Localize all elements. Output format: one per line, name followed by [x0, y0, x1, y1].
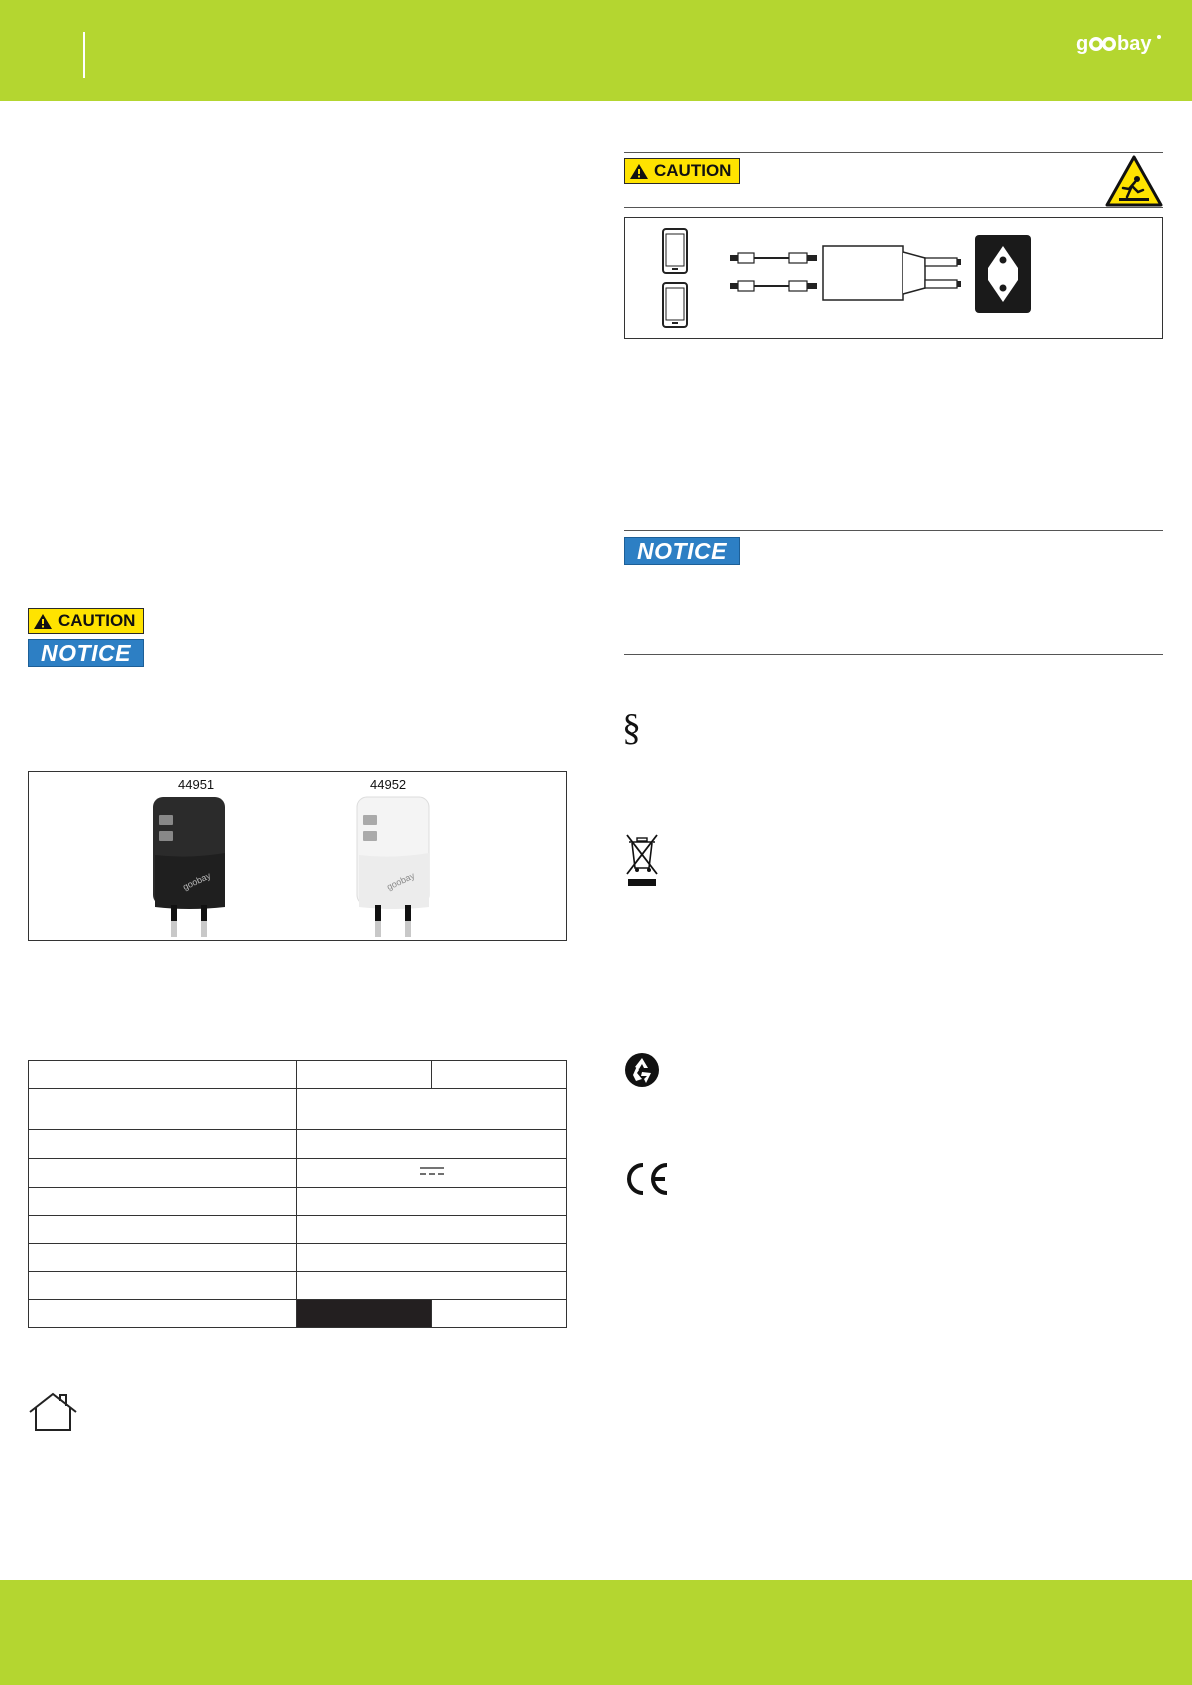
table-cell: [29, 1300, 297, 1328]
warning-triangle-icon: [33, 613, 53, 630]
table-cell: [29, 1061, 297, 1089]
product-number-44952: 44952: [370, 777, 407, 792]
svg-text:goobay: goobay: [385, 870, 417, 893]
usb-cable-icon: [729, 252, 819, 264]
goobay-logo: [1076, 30, 1162, 58]
charger-black-image: [141, 795, 251, 940]
svg-text:bay: bay: [1117, 33, 1152, 55]
table-cell: [297, 1216, 567, 1244]
table-cell: [29, 1159, 297, 1188]
trip-hazard-icon: [1105, 155, 1163, 207]
caution-label-right: [624, 158, 740, 184]
warning-triangle-icon: [629, 163, 649, 180]
table-cell: [297, 1188, 567, 1216]
caution-label: [28, 608, 144, 634]
caution-text: CAUTION: [58, 611, 136, 630]
spec-table: [28, 1060, 567, 1328]
notice-label: NOTICE: [28, 639, 144, 667]
table-row: [29, 1244, 567, 1272]
table-cell: [297, 1130, 567, 1159]
connection-diagram: [624, 217, 1163, 339]
table-row: [29, 1188, 567, 1216]
table-row: [29, 1089, 567, 1130]
svg-text:goobay: goobay: [181, 870, 213, 893]
table-cell: [297, 1272, 567, 1300]
divider: [624, 654, 1163, 655]
header-divider: [83, 32, 85, 78]
table-cell: [297, 1061, 432, 1089]
table-row: [29, 1159, 567, 1188]
house-icon: [28, 1392, 78, 1432]
table-row-color: [29, 1300, 567, 1328]
divider: [624, 530, 1163, 531]
table-cell: [29, 1130, 297, 1159]
dc-symbol-icon: [419, 1165, 445, 1177]
recycle-icon: [624, 1052, 660, 1088]
header-band: [0, 0, 1192, 101]
color-swatch-black: [297, 1300, 432, 1328]
table-cell: [297, 1244, 567, 1272]
table-row: [29, 1130, 567, 1159]
table-cell: [29, 1244, 297, 1272]
table-cell: [297, 1159, 567, 1188]
table-cell: [432, 1061, 567, 1089]
usb-cable-icon: [729, 280, 819, 292]
product-image-frame: [28, 771, 567, 941]
ce-mark-icon: [624, 1162, 670, 1196]
smartphone-icon: [661, 228, 689, 274]
color-swatch-white: [432, 1300, 567, 1328]
notice-label-right: NOTICE: [624, 537, 740, 565]
section-symbol: §: [622, 707, 641, 749]
table-cell: [29, 1272, 297, 1300]
svg-text:g: g: [1076, 33, 1089, 55]
product-number-44951: 44951: [178, 777, 215, 792]
divider: [624, 207, 1163, 208]
smartphone-icon: [661, 282, 689, 328]
table-cell: [29, 1188, 297, 1216]
charger-white-image: [345, 795, 455, 940]
table-row: [29, 1216, 567, 1244]
table-cell: [29, 1089, 297, 1130]
divider: [624, 152, 1163, 153]
table-row: [29, 1061, 567, 1089]
weee-bin-icon: [624, 832, 660, 888]
table-cell: [297, 1089, 567, 1130]
caution-text: CAUTION: [654, 161, 732, 180]
charger-icon: [821, 244, 991, 302]
footer-band: [0, 1580, 1192, 1685]
euro-socket-icon: [974, 234, 1032, 314]
table-row: [29, 1272, 567, 1300]
table-cell: [29, 1216, 297, 1244]
